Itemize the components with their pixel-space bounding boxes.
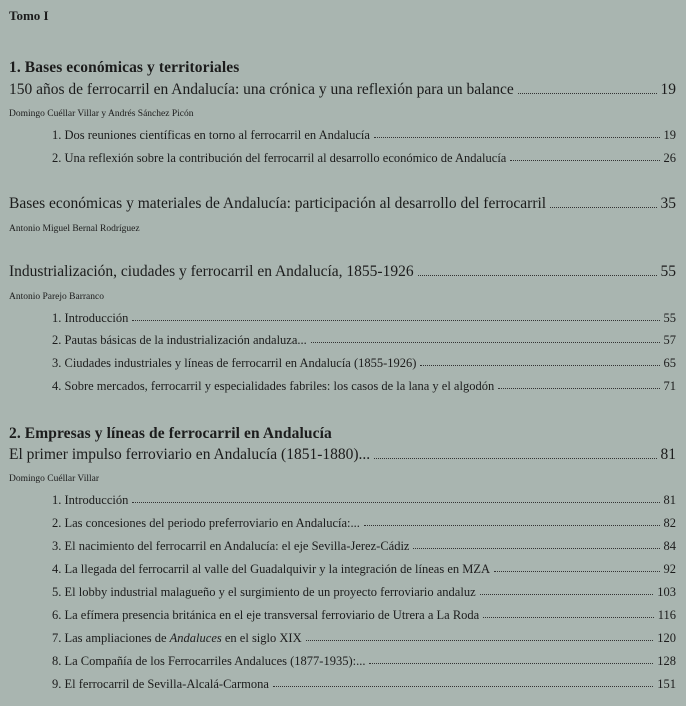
title-prefix: 7. Las ampliaciones de — [52, 631, 170, 645]
entry-title: 2. Una reflexión sobre la contribución del ferrocarril al desarrollo económico de Andalucía — [52, 151, 507, 165]
entry-title: 150 años de ferrocarril en Andalucía: una crónica y una reflexión para un balance — [9, 81, 514, 98]
toc-chapter-entry[interactable] — [52, 677, 676, 692]
entry-title — [52, 631, 302, 646]
dot-leader — [510, 159, 659, 161]
dot-leader — [132, 501, 659, 503]
page-number: 81 — [660, 446, 676, 463]
entry-title: Industrialización, ciudades y ferrocarril en Andalucía, 1855-1926 — [9, 263, 414, 280]
toc-chapter-entry[interactable] — [52, 516, 676, 531]
toc-chapter-entry[interactable] — [52, 631, 676, 646]
page-number: 55 — [660, 263, 676, 280]
entry-title: 3. Ciudades industriales y líneas de ferrocarril en Andalucía (1855-1926) — [52, 356, 417, 370]
page-number: 82 — [663, 516, 676, 530]
page-number: 57 — [663, 333, 676, 347]
toc-chapter-entry[interactable] — [52, 311, 676, 326]
page-number: 35 — [660, 195, 676, 212]
dot-leader — [311, 341, 660, 343]
entry-title: 2. Las concesiones del periodo preferroviario en Andalucía:... — [52, 516, 360, 530]
entry-title: 3. El nacimiento del ferrocarril en Andalucía: el eje Sevilla-Jerez-Cádiz — [52, 539, 410, 553]
page-number: 128 — [657, 654, 676, 668]
dot-leader — [306, 639, 654, 641]
dot-leader — [483, 616, 653, 618]
entry-title: 9. El ferrocarril de Sevilla-Alcalá-Carmona — [52, 677, 269, 691]
entry-title: Bases económicas y materiales de Andalucía: participación al desarrollo del ferrocarril — [9, 195, 547, 212]
entry-title: 1. Introducción — [52, 311, 129, 325]
page-number: 19 — [660, 81, 676, 98]
toc-chapter-entry[interactable] — [52, 379, 676, 394]
dot-leader — [550, 206, 656, 208]
entry-title: 2. Pautas básicas de la industrialización andaluza... — [52, 333, 307, 347]
page-number: 84 — [663, 539, 676, 553]
title-suffix: en el siglo XIX — [221, 631, 302, 645]
toc-article-entry[interactable] — [9, 263, 676, 281]
page-number: 55 — [663, 311, 676, 325]
page-number: 103 — [657, 585, 676, 599]
dot-leader — [413, 547, 659, 549]
dot-leader — [480, 593, 654, 595]
page-number: 26 — [663, 151, 676, 165]
page-number: 120 — [657, 631, 676, 645]
dot-leader — [494, 570, 659, 572]
entry-title: 4. Sobre mercados, ferrocarril y especialidades fabriles: los casos de la lana y el algodón — [52, 379, 495, 393]
volume-title: Tomo I — [9, 8, 49, 23]
toc-article-entry[interactable] — [9, 446, 676, 464]
toc-chapter-entry[interactable] — [52, 151, 676, 166]
entry-title: 6. La efímera presencia británica en el eje transversal ferroviario de Utrera a La Roda — [52, 608, 480, 622]
entry-title: 5. El lobby industrial malagueño y el surgimiento de un proyecto ferroviario andaluz — [52, 585, 476, 599]
entry-title: 1. Dos reuniones científicas en torno al ferrocarril en Andalucía — [52, 128, 370, 142]
author-line: Domingo Cuéllar Villar — [9, 474, 100, 484]
toc-chapter-entry[interactable] — [52, 333, 676, 348]
entry-title: 4. La llegada del ferrocarril al valle del Guadalquivir y la integración de líneas en MZA — [52, 562, 491, 576]
title-italic: Andaluces — [169, 631, 222, 645]
author-line: Antonio Miguel Bernal Rodríguez — [9, 224, 140, 234]
section-title: 1. Bases económicas y territoriales — [9, 59, 240, 76]
dot-leader — [374, 457, 656, 459]
entry-title: 8. La Compañía de los Ferrocarriles Andaluces (1877-1935):... — [52, 654, 366, 668]
entry-title: 1. Introducción — [52, 493, 129, 507]
toc-chapter-entry[interactable] — [52, 585, 676, 600]
toc-article-entry[interactable] — [9, 195, 676, 213]
author-line: Domingo Cuéllar Villar y Andrés Sánchez Picón — [9, 109, 194, 119]
toc-chapter-entry[interactable] — [52, 128, 676, 143]
toc-article-entry[interactable] — [9, 81, 676, 99]
toc-chapter-entry[interactable] — [52, 539, 676, 554]
page-number: 116 — [657, 608, 676, 622]
dot-leader — [132, 319, 659, 321]
dot-leader — [374, 136, 660, 138]
dot-leader — [420, 364, 659, 366]
page-number: 81 — [663, 493, 676, 507]
dot-leader — [418, 274, 657, 276]
page-number: 71 — [663, 379, 676, 393]
dot-leader — [498, 387, 659, 389]
toc-chapter-entry[interactable] — [52, 562, 676, 577]
author-line: Antonio Parejo Barranco — [9, 292, 104, 302]
page-number: 92 — [663, 562, 676, 576]
toc-chapter-entry[interactable] — [52, 493, 676, 508]
page-number: 151 — [657, 677, 676, 691]
dot-leader — [369, 662, 653, 664]
toc-chapter-entry[interactable] — [52, 608, 676, 623]
page-number: 65 — [663, 356, 676, 370]
dot-leader — [273, 685, 653, 687]
toc-chapter-entry[interactable] — [52, 654, 676, 669]
page-number: 19 — [663, 128, 676, 142]
dot-leader — [518, 92, 657, 94]
section-title: 2. Empresas y líneas de ferrocarril en Andalucía — [9, 425, 332, 442]
dot-leader — [364, 524, 660, 526]
entry-title: El primer impulso ferroviario en Andalucía (1851-1880)... — [9, 446, 371, 463]
toc-chapter-entry[interactable] — [52, 356, 676, 371]
